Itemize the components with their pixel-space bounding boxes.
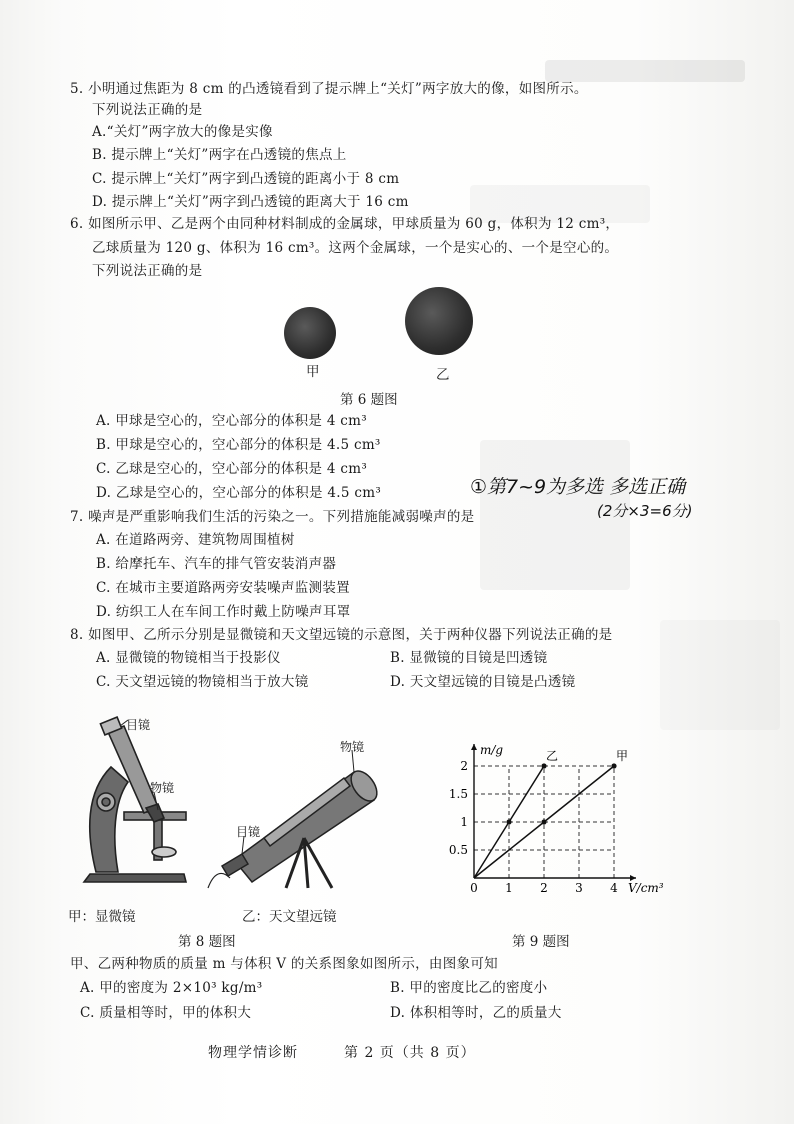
q9-option-a: A. 甲的密度为 2×10³ kg/m³ (80, 980, 263, 996)
y-tick-label: 1 (460, 815, 468, 829)
q6-option-a: A. 甲球是空心的，空心部分的体积是 4 cm³ (96, 413, 367, 429)
q5-stem-line2: 下列说法正确的是 (92, 102, 203, 118)
bleed-through (545, 60, 745, 82)
q8-option-c: C. 天文望远镜的物镜相当于放大镜 (96, 674, 309, 690)
ball-jia (284, 307, 336, 359)
x-tick-label: 2 (540, 881, 548, 895)
q6-figure-caption: 第 6 题图 (340, 392, 398, 408)
telescope-eyepiece-label: 目镜 (236, 825, 261, 839)
q9-stem: 甲、乙两种物质的质量 m 与体积 V 的关系图象如图所示，由图象可知 (70, 956, 498, 972)
y-axis-label: m/g (480, 743, 504, 757)
y-tick-label: 0.5 (448, 843, 468, 857)
q5-option-d: D. 提示牌上“关灯”两字到凸透镜的距离大于 16 cm (92, 194, 409, 210)
q9-option-d: D. 体积相等时，乙的质量大 (390, 1005, 562, 1021)
x-tick-label: 1 (505, 881, 513, 895)
handwritten-note-line2: (2分×3=6分) (597, 502, 693, 520)
footer-subject: 物理学情诊断 (208, 1045, 298, 1061)
microscope-objective-label: 物镜 (150, 781, 175, 795)
ball-yi-label: 乙 (436, 367, 450, 383)
q5-option-b: B. 提示牌上“关灯”两字在凸透镜的焦点上 (92, 147, 347, 163)
q7-option-c: C. 在城市主要道路两旁安装噪声监测装置 (96, 580, 350, 596)
q9-figure-caption: 第 9 题图 (512, 934, 570, 950)
telescope-caption: 乙：天文望远镜 (242, 909, 337, 925)
microscope-eyepiece-label: 目镜 (126, 718, 151, 732)
microscope-caption: 甲：显微镜 (68, 909, 136, 925)
mass-volume-chart (432, 738, 664, 898)
q6-option-d: D. 乙球是空心的，空心部分的体积是 4.5 cm³ (96, 485, 382, 501)
q6-option-c: C. 乙球是空心的，空心部分的体积是 4 cm³ (96, 461, 368, 477)
ball-jia-label: 甲 (306, 364, 320, 380)
q8-figure-caption: 第 8 题图 (178, 934, 236, 950)
chart-series (474, 763, 617, 878)
q7-option-b: B. 给摩托车、汽车的排气管安装消声器 (96, 556, 337, 572)
telescope-objective-label: 物镜 (340, 740, 365, 754)
q9-option-b: B. 甲的密度比乙的密度小 (390, 980, 548, 996)
data-point-乙 (506, 819, 511, 824)
q6-stem-line1: 6. 如图所示甲、乙是两个由同种材料制成的金属球，甲球质量为 60 g，体积为 12 cm³， (70, 216, 620, 232)
footer-page-number: 第 2 页（共 8 页） (344, 1045, 476, 1061)
x-axis-label: V/cm³ (628, 881, 664, 895)
q8-option-a: A. 显微镜的物镜相当于投影仪 (96, 650, 281, 666)
data-point-甲 (611, 763, 616, 768)
q6-option-b: B. 甲球是空心的，空心部分的体积是 4.5 cm³ (96, 437, 381, 453)
y-axis-arrow (471, 744, 477, 750)
q7-stem: 7. 噪声是严重影响我们生活的污染之一。下列措施能减弱噪声的是 (70, 509, 475, 525)
q7-option-d: D. 纺织工人在车间工作时戴上防噪声耳罩 (96, 604, 351, 620)
data-point-乙 (541, 763, 546, 768)
q8-stem: 8. 如图甲、乙所示分别是显微镜和天文望远镜的示意图，关于两种仪器下列说法正确的是 (70, 627, 613, 643)
x-tick-label: 0 (470, 881, 478, 895)
q9-option-c: C. 质量相等时，甲的体积大 (80, 1005, 252, 1021)
y-tick-label: 2 (460, 759, 468, 773)
q5-option-a: A.“关灯”两字放大的像是实像 (92, 124, 273, 140)
ball-yi (405, 287, 473, 355)
series-label-乙: 乙 (546, 749, 559, 763)
data-point-甲 (541, 819, 546, 824)
q7-option-a: A. 在道路两旁、建筑物周围植树 (96, 532, 295, 548)
q6-stem-line2: 乙球质量为 120 g、体积为 16 cm³。这两个金属球，一个是实心的、一个是空心的。 (92, 240, 619, 256)
x-tick-label: 4 (610, 881, 618, 895)
handwritten-note-line1: ①第7~9为多选 多选正确 (470, 476, 686, 498)
bleed-through (660, 620, 780, 730)
q5-option-c: C. 提示牌上“关灯”两字到凸透镜的距离小于 8 cm (92, 171, 400, 187)
q8-option-d: D. 天文望远镜的目镜是凸透镜 (390, 674, 576, 690)
q6-stem-line3: 下列说法正确的是 (92, 263, 203, 279)
series-label-甲: 甲 (616, 749, 629, 763)
y-tick-label: 1.5 (448, 787, 468, 801)
q8-option-b: B. 显微镜的目镜是凹透镜 (390, 650, 548, 666)
x-tick-label: 3 (575, 881, 583, 895)
q5-stem-line1: 5. 小明通过焦距为 8 cm 的凸透镜看到了提示牌上“关灯”两字放大的像，如图所示。 (70, 81, 588, 97)
telescope-figure (204, 742, 404, 890)
microscope-figure (66, 712, 216, 890)
